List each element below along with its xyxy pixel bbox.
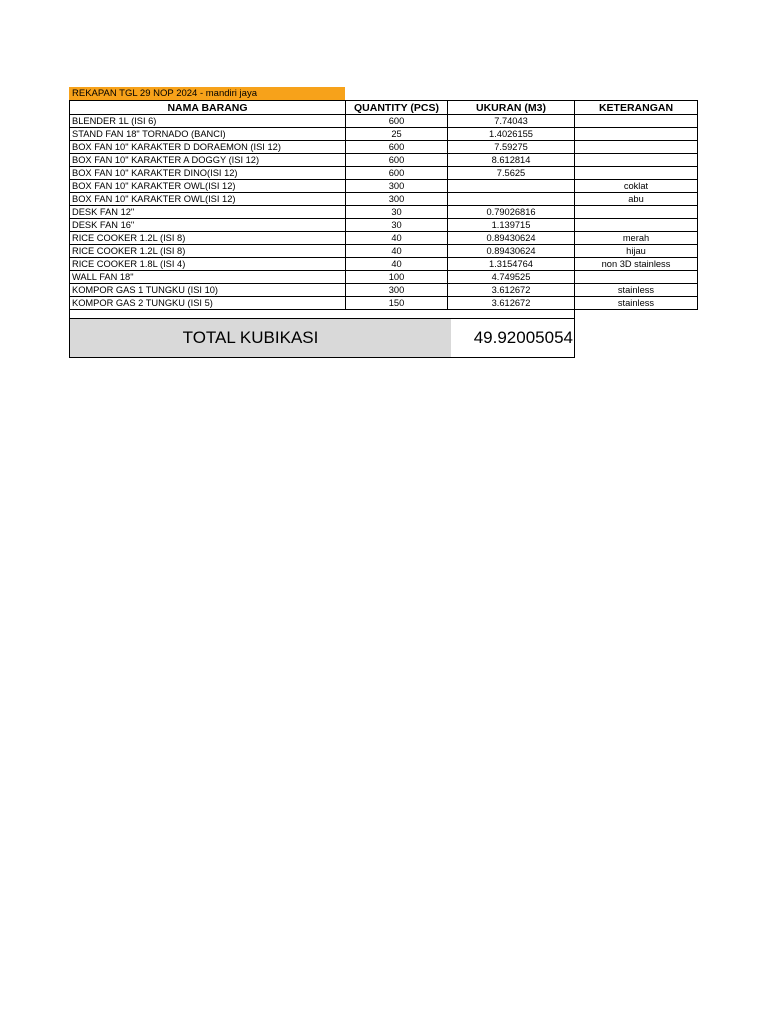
cell-keterangan[interactable]: merah (575, 232, 698, 245)
cell-nama-barang[interactable]: STAND FAN 18" TORNADO (BANCI) (70, 128, 346, 141)
cell-ukuran[interactable]: 3.612672 (448, 284, 575, 297)
table-row (70, 115, 698, 128)
table-row (70, 128, 698, 141)
cell-keterangan[interactable]: stainless (575, 284, 698, 297)
cell-keterangan[interactable]: hijau (575, 245, 698, 258)
table-row (70, 154, 698, 167)
spreadsheet (69, 87, 697, 358)
cell-keterangan[interactable] (575, 206, 698, 219)
total-label[interactable]: TOTAL KUBIKASI (70, 319, 451, 357)
table-row (70, 271, 698, 284)
table-row (70, 284, 698, 297)
cell-nama-barang[interactable]: DESK FAN 16" (70, 219, 346, 232)
table-row (70, 167, 698, 180)
table-row (70, 206, 698, 219)
cell-ukuran[interactable]: 0.89430624 (448, 232, 575, 245)
col-header-ukuran[interactable]: UKURAN (M3) (448, 101, 575, 115)
cell-ukuran[interactable]: 3.612672 (448, 297, 575, 310)
cell-ukuran[interactable]: 4.749525 (448, 271, 575, 284)
cell-keterangan[interactable] (575, 154, 698, 167)
cell-quantity[interactable]: 30 (346, 219, 448, 232)
cell-nama-barang[interactable]: BOX FAN 10" KARAKTER A DOGGY (ISI 12) (70, 154, 346, 167)
table-row (70, 232, 698, 245)
cell-ukuran[interactable]: 8.612814 (448, 154, 575, 167)
cell-nama-barang[interactable]: BOX FAN 10" KARAKTER OWL(ISI 12) (70, 193, 346, 206)
cell-quantity[interactable]: 300 (346, 180, 448, 193)
cell-quantity[interactable]: 40 (346, 258, 448, 271)
table-row (70, 219, 698, 232)
cell-nama-barang[interactable]: BOX FAN 10" KARAKTER D DORAEMON (ISI 12) (70, 141, 346, 154)
cell-ukuran[interactable] (448, 180, 575, 193)
cell-quantity[interactable]: 100 (346, 271, 448, 284)
sheet-title[interactable]: REKAPAN TGL 29 NOP 2024 - mandiri jaya (69, 87, 345, 100)
cell-ukuran[interactable]: 1.3154764 (448, 258, 575, 271)
table-row (70, 297, 698, 310)
cell-ukuran[interactable]: 7.5625 (448, 167, 575, 180)
table-row (70, 258, 698, 271)
total-value[interactable]: 49.92005054 (451, 319, 574, 357)
cell-keterangan[interactable]: coklat (575, 180, 698, 193)
cell-keterangan[interactable]: stainless (575, 297, 698, 310)
col-header-nama-barang[interactable]: NAMA BARANG (70, 101, 346, 115)
cell-ukuran[interactable]: 0.79026816 (448, 206, 575, 219)
cell-quantity[interactable]: 150 (346, 297, 448, 310)
header-row (70, 101, 698, 115)
cell-nama-barang[interactable]: BOX FAN 10" KARAKTER OWL(ISI 12) (70, 180, 346, 193)
cell-nama-barang[interactable]: RICE COOKER 1.8L (ISI 4) (70, 258, 346, 271)
cell-quantity[interactable]: 300 (346, 193, 448, 206)
goods-table (69, 100, 698, 310)
cell-nama-barang[interactable]: RICE COOKER 1.2L (ISI 8) (70, 232, 346, 245)
cell-keterangan[interactable] (575, 219, 698, 232)
spacer-row (69, 310, 575, 318)
cell-keterangan[interactable]: non 3D stainless (575, 258, 698, 271)
cell-ukuran[interactable]: 0.89430624 (448, 245, 575, 258)
cell-ukuran[interactable]: 1.139715 (448, 219, 575, 232)
cell-ukuran[interactable]: 1.4026155 (448, 128, 575, 141)
cell-nama-barang[interactable]: KOMPOR GAS 1 TUNGKU (ISI 10) (70, 284, 346, 297)
table-row (70, 141, 698, 154)
col-header-quantity[interactable]: QUANTITY (PCS) (346, 101, 448, 115)
cell-nama-barang[interactable]: WALL FAN 18" (70, 271, 346, 284)
cell-ukuran[interactable]: 7.74043 (448, 115, 575, 128)
table-body (70, 115, 698, 310)
cell-ukuran[interactable] (448, 193, 575, 206)
cell-quantity[interactable]: 25 (346, 128, 448, 141)
cell-keterangan[interactable]: abu (575, 193, 698, 206)
cell-keterangan[interactable] (575, 115, 698, 128)
table-row (70, 180, 698, 193)
cell-nama-barang[interactable]: BLENDER 1L (ISI 6) (70, 115, 346, 128)
cell-nama-barang[interactable]: KOMPOR GAS 2 TUNGKU (ISI 5) (70, 297, 346, 310)
cell-quantity[interactable]: 600 (346, 154, 448, 167)
cell-keterangan[interactable] (575, 167, 698, 180)
cell-keterangan[interactable] (575, 271, 698, 284)
cell-keterangan[interactable] (575, 128, 698, 141)
cell-quantity[interactable]: 30 (346, 206, 448, 219)
cell-quantity[interactable]: 600 (346, 167, 448, 180)
table-row (70, 193, 698, 206)
cell-keterangan[interactable] (575, 141, 698, 154)
cell-nama-barang[interactable]: RICE COOKER 1.2L (ISI 8) (70, 245, 346, 258)
cell-ukuran[interactable]: 7.59275 (448, 141, 575, 154)
cell-quantity[interactable]: 40 (346, 232, 448, 245)
cell-quantity[interactable]: 300 (346, 284, 448, 297)
total-row (69, 318, 575, 358)
col-header-keterangan[interactable]: KETERANGAN (575, 101, 698, 115)
table-row (70, 245, 698, 258)
cell-nama-barang[interactable]: BOX FAN 10" KARAKTER DINO(ISI 12) (70, 167, 346, 180)
cell-quantity[interactable]: 600 (346, 141, 448, 154)
cell-nama-barang[interactable]: DESK FAN 12" (70, 206, 346, 219)
cell-quantity[interactable]: 600 (346, 115, 448, 128)
cell-quantity[interactable]: 40 (346, 245, 448, 258)
